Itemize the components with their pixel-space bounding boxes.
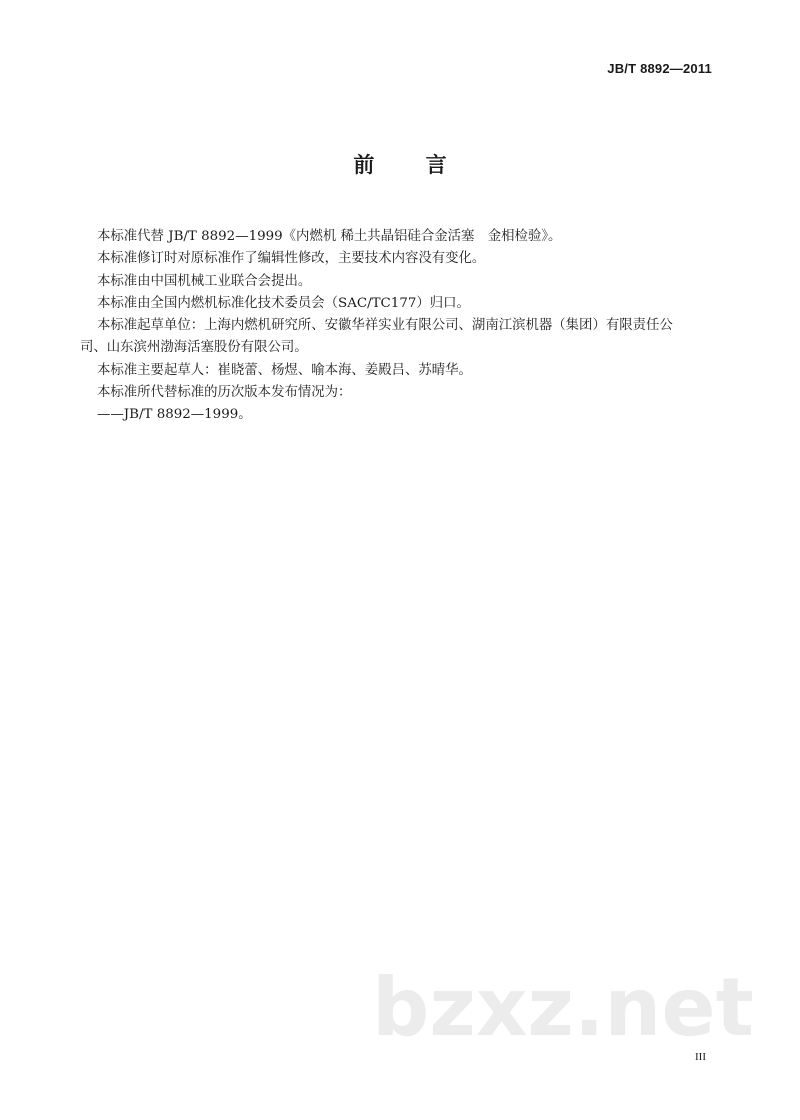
paragraph: 本标准起草单位：上海内燃机研究所、安徽华祥实业有限公司、湖南江滨机器（集团）有限责任公: [97, 318, 673, 334]
page-number: III: [695, 1051, 706, 1063]
paragraph: 本标准由中国机械工业联合会提出。: [97, 273, 312, 289]
foreword-body: [80, 226, 725, 427]
watermark: bzxz.net: [372, 961, 754, 1054]
page-title: 前 言: [353, 153, 469, 177]
paragraph: 本标准代替 JB/T 8892—1999《内燃机 稀土共晶铝硅合金活塞 金相检验》。: [97, 229, 562, 244]
paragraph: ——JB/T 8892—1999。: [97, 407, 252, 423]
paragraph-continuation: 司、山东滨州渤海活塞股份有限公司。: [80, 340, 308, 356]
paragraph: 本标准由全国内燃机标准化技术委员会（SAC/TC177）归口。: [97, 295, 470, 311]
paragraph: 本标准主要起草人：崔晓蕾、杨煜、喻本海、姜殿吕、苏晴华。: [97, 362, 472, 378]
paragraph: 本标准所代替标准的历次版本发布情况为：: [97, 385, 352, 401]
document-number: JB/T 8892—2011: [607, 61, 712, 76]
paragraph: 本标准修订时对原标准作了编辑性修改，主要技术内容没有变化。: [97, 251, 486, 267]
